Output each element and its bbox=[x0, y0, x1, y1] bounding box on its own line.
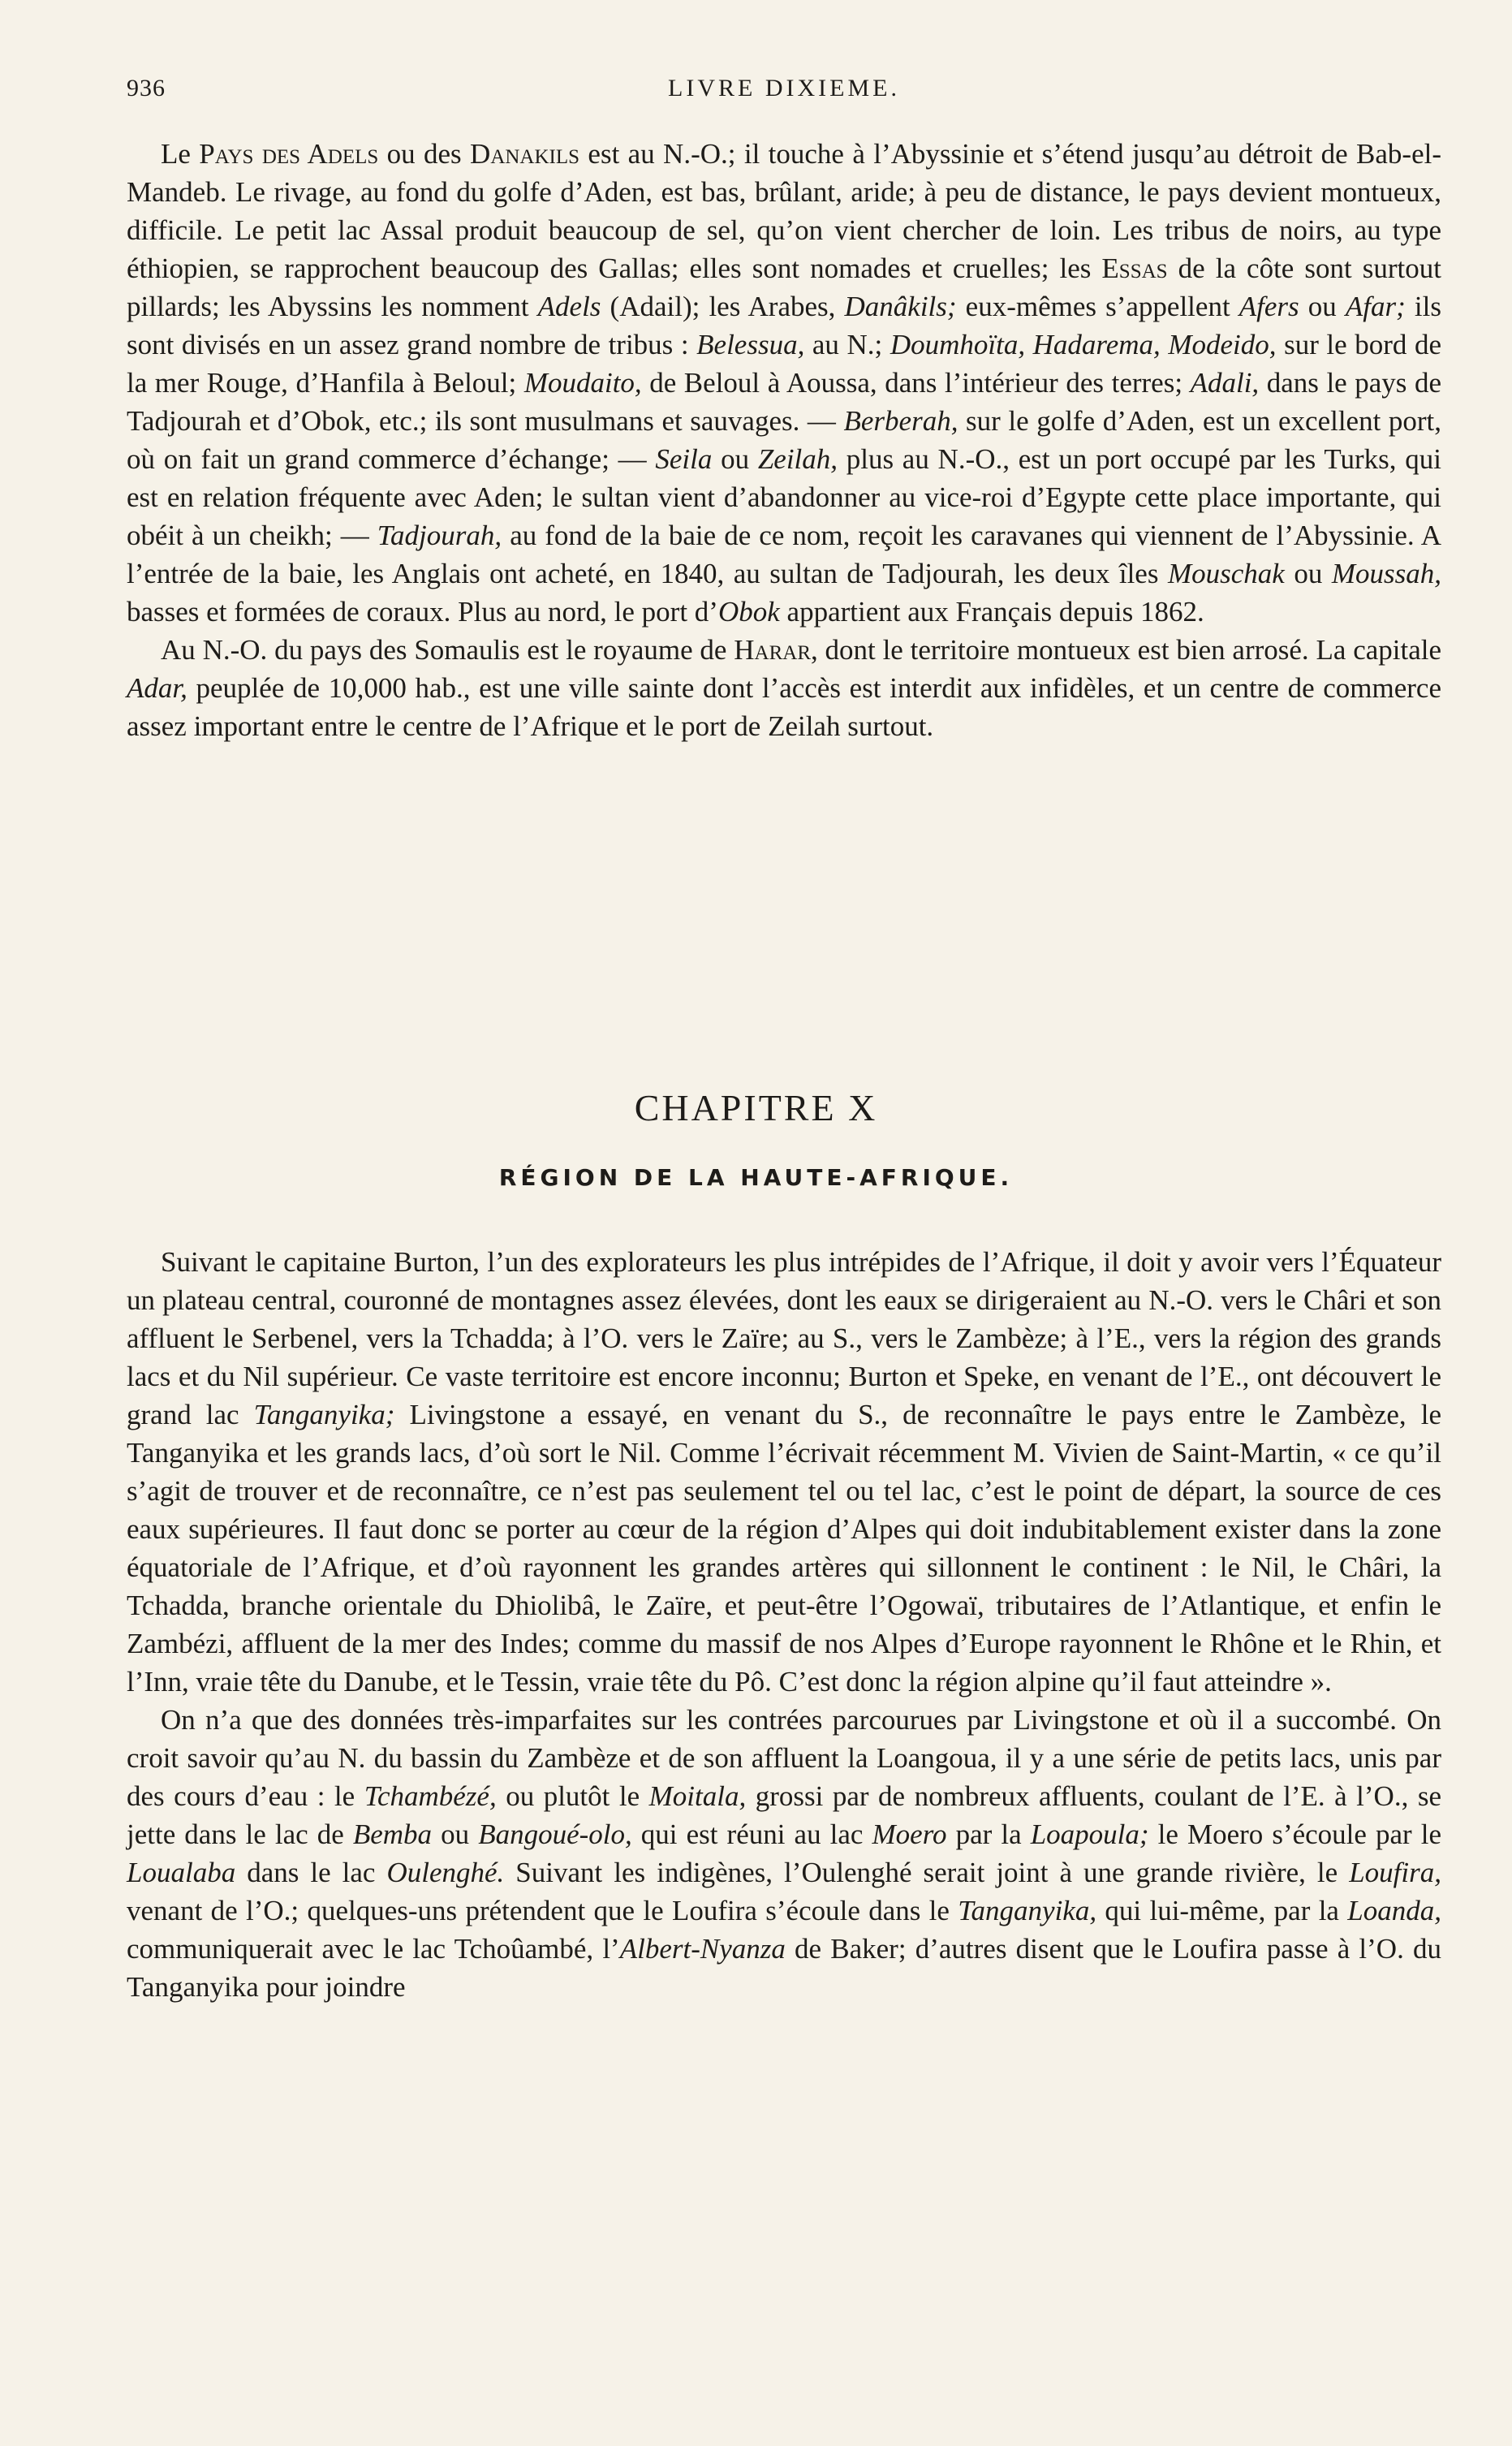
running-title: LIVRE DIXIEME. bbox=[668, 75, 900, 101]
paragraph-burton: Suivant le capitaine Burton, l’un des explorateurs les plus intrépides de l’Afrique, il doit y avoir vers l’Équateur un plateau central, couronné de montagnes assez élevées, dont les eaux se dirigeraient au N.-O. vers le Châri et son affluent le Serbenel, vers la Tchadda; à l’O. vers le Zaïre; au S., vers le Zambèze; à l’E., vers la région des grands lacs et du Nil supérieur. Ce vaste territoire est encore inconnu; Burton et Speke, en venant de l’E., ont découvert le grand lac Tanganyika; Livingstone a essayé, en venant du S., de reconnaître le pays entre le Zambèze, le Tanganyika et les grands lacs, d’où sort le Nil. Comme l’écrivait récemment M. Vivien de Saint-Martin, « ce qu’il s’agit de trouver et de reconnaître, ce n’est pas seulement tel ou tel lac, c’est le point de départ, la source de ces eaux supérieures. Il faut donc se porter au cœur de la région d’Alpes qui doit indubitablement exister dans la zone équatoriale de l’Afrique, et d’où rayonnent les grandes artères qui sillonnent le continent : le Nil, le Châri, la Tchadda, branche orientale du Dhiolibâ, le Zaïre, et peut-être l’Ogowaï, tributaires de l’Atlantique, et enfin le Zambézi, affluent de la mer des Indes; comme du massif de nos Alpes d’Europe rayonnent le Rhône et le Rhin, et l’Inn, vraie tête du Danube, et le Tessin, vraie tête du Pô. C’est donc la région alpine qu’il faut atteindre ». bbox=[127, 1246, 1442, 1698]
paragraph-pays-des-adels: Le Pays des Adels ou des Danakils est au N.-O.; il touche à l’Abyssinie et s’étend jusqu’au détroit de Bab-el-Mandeb. Le rivage, au fond du golfe d’Aden, est bas, brûlant, aride; à peu de distance, le pays devient montueux, difficile. Le petit lac Assal produit beaucoup de sel, qu’on vient chercher de loin. Les tribus de noirs, au type éthiopien, se rapprochent beaucoup des Gallas; elles sont nomades et cruelles; les Essas de la côte sont surtout pillards; les Abyssins les nomment Adels (Adail); les Arabes, Danâkils; eux-mêmes s’appellent Afers ou Afar; ils sont divisés en un assez grand nombre de tribus : Belessua, au N.; Doumhoïta, Hadarema, Modeido, sur le bord de la mer Rouge, d’Hanfila à Beloul; Moudaito, de Beloul à Aoussa, dans l’intérieur des terres; Adali, dans le pays de Tadjourah et d’Obok, etc.; ils sont musulmans et sauvages. — Berberah, sur le golfe d’Aden, est un excellent port, où on fait un grand commerce d’échange; — Seila ou Zeilah, plus au N.-O., est un port occupé par les Turks, qui est en relation fréquente avec Aden; le sultan vient d’abandonner au vice-roi d’Egypte cette place importante, qui obéit à un cheikh; — Tadjourah, au fond de la baie de ce nom, reçoit les caravanes qui viennent de l’Abyssinie. A l’entrée de la baie, les Anglais ont acheté, en 1840, au sultan de Tadjourah, les deux îles Mouschak ou Moussah, basses et formées de coraux. Plus au nord, le port d’Obok appartient aux Français depuis 1862. bbox=[127, 138, 1442, 628]
section-pays-des-adels bbox=[127, 135, 1441, 745]
page-number: 936 bbox=[127, 75, 166, 101]
chapter-title: CHAPITRE X bbox=[634, 1087, 878, 1128]
paragraph-livingstone: On n’a que des données très-imparfaites sur les contrées parcourues par Livingstone et où il a succombé. On croit savoir qu’au N. du bassin du Zambèze et de son affluent la Loangoua, il y a une série de petits lacs, unis par des cours d’eau : le Tchambézé, ou plutôt le Moitala, grossi par de nombreux affluents, coulant de l’E. à l’O., se jette dans le lac de Bemba ou Bangoué-olo, qui est réuni au lac Moero par la Loapoula; le Moero s’écoule par le Loualaba dans le lac Oulenghé. Suivant les indigènes, l’Oulenghé serait joint à une grande rivière, le Loufira, venant de l’O.; quelques-uns prétendent que le Loufira s’écoule dans le Tanganyika, qui lui-même, par la Loanda, communiquerait avec le lac Tchoûambé, l’Albert-Nyanza de Baker; d’autres disent que le Loufira passe à l’O. du Tanganyika pour joindre bbox=[127, 1704, 1442, 2003]
page-header bbox=[127, 75, 1441, 115]
chapter-subtitle: RÉGION DE LA HAUTE-AFRIQUE. bbox=[498, 1164, 1014, 1191]
paragraph-harar: Au N.-O. du pays des Somaulis est le royaume de Harar, dont le territoire montueux est bien arrosé. La capitale Adar, peuplée de 10,000 hab., est une ville sainte dont l’accès est interdit aux infidèles, et un centre de commerce assez important entre le centre de l’Afrique et le port de Zeilah surtout. bbox=[127, 634, 1441, 742]
section-haute-afrique bbox=[127, 1243, 1441, 2006]
